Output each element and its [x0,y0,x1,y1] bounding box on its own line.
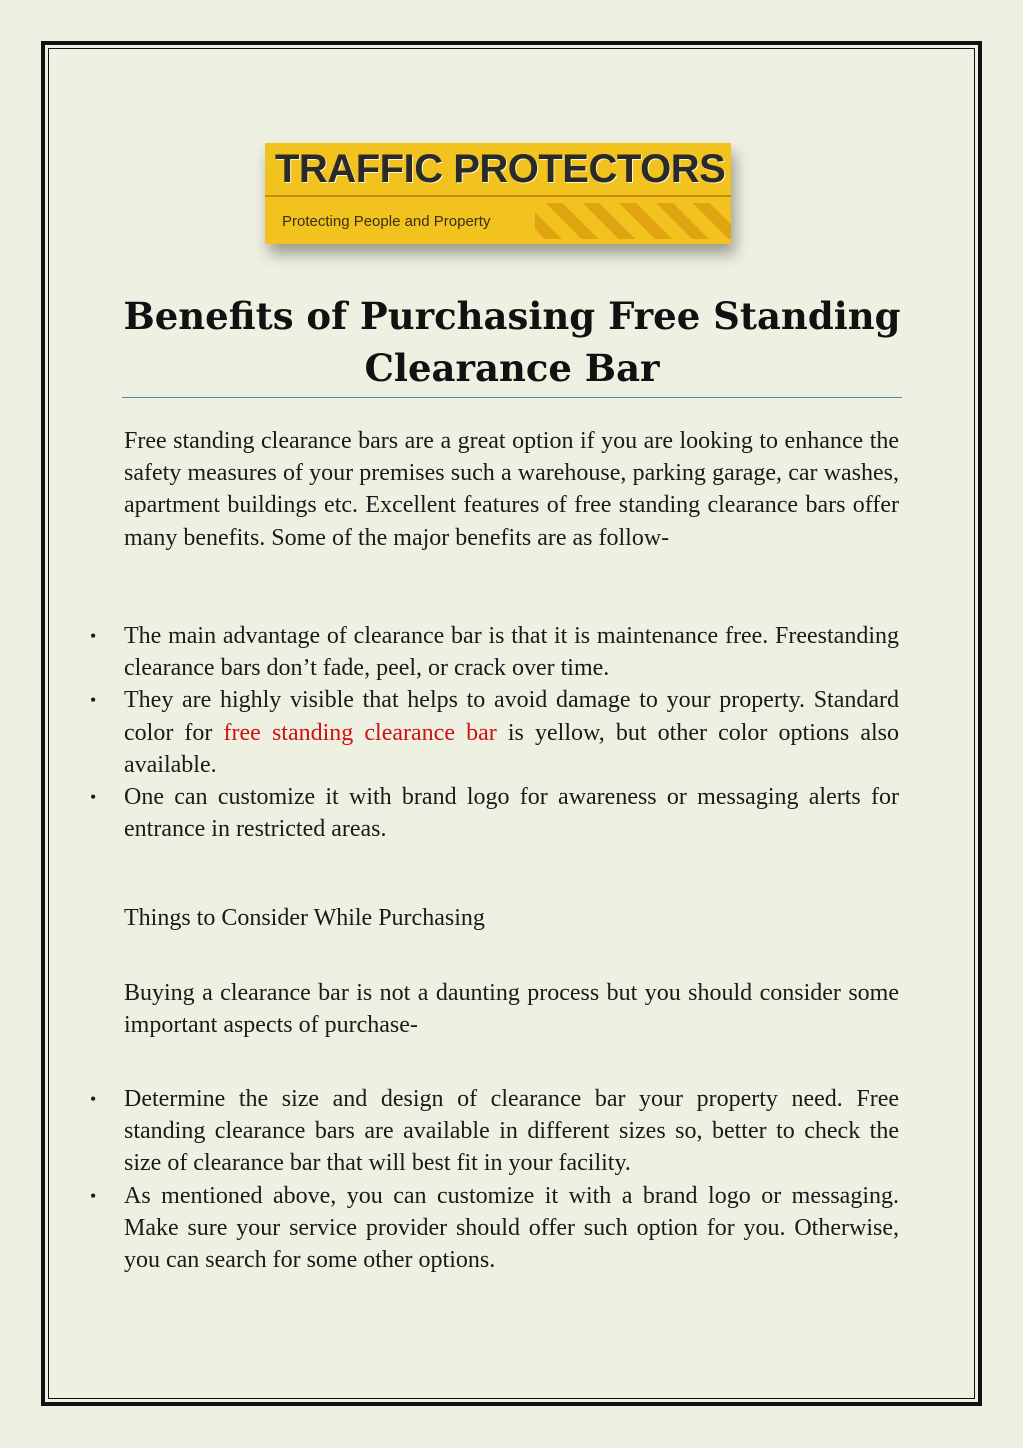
consideration-text: As mentioned above, you can customize it with a brand logo or messaging. Make sure your service provider should offer such option for you. Otherwise, you can search for some other options. [124,1182,899,1274]
bullet-icon: • [90,1185,97,1206]
intro-paragraph [124,425,899,554]
benefit-text: The main advantage of clearance bar is that it is maintenance free. Freestanding clearance bars don’t fade, peel, or crack over time. [124,623,899,682]
list-item [90,1180,899,1277]
list-item [90,620,899,684]
list-item [90,781,899,845]
free-standing-clearance-bar-link[interactable]: free standing clearance bar [223,719,497,746]
bullet-icon: • [90,690,97,711]
logo-title: TRAFFIC PROTECTORS [275,147,726,191]
benefit-text: They are highly visible that helps to avoid damage to your property. Standard color for [124,687,899,746]
consider-intro-paragraph: Buying a clearance bar is not a daunting process but you should consider some important aspects of purchase- [124,980,899,1039]
list-item [90,1083,899,1180]
consideration-text: Determine the size and design of clearance bar your property need. Free standing clearance bars are available in different sizes so, better to check the size of clearance bar that will best fit in your facility. [124,1086,899,1177]
bullet-icon: • [90,1089,97,1109]
intro-text: are a great option if you are looking to enhance the safety measures of your premises such a warehouse, parking garage, car washes, apartment buildings etc. Excellent features of free standing clearance bars offer many benefits. Some of the major benefits are as follow- [124,428,900,551]
page-title: Benefits of Purchasing Free Standing Clearance Bar [123,294,901,390]
things-to-consider-heading: Things to Consider While Purchasing [124,905,485,931]
benefit-text: is yellow, but other color options also available. [124,719,899,778]
considerations-list [90,1083,899,1276]
title-underline [122,397,902,398]
bullet-icon: • [90,787,97,808]
traffic-protectors-logo [265,143,731,244]
free-standing-clearance-bars-link[interactable]: Free standing clearance bars [124,428,399,454]
benefits-list [90,620,899,845]
benefit-text: One can customize it with brand logo for awareness or messaging alerts for entrance in restricted areas. [124,784,899,843]
logo-tagline: Protecting People and Property [282,213,491,230]
list-item [90,684,899,781]
bullet-icon: • [90,626,97,646]
